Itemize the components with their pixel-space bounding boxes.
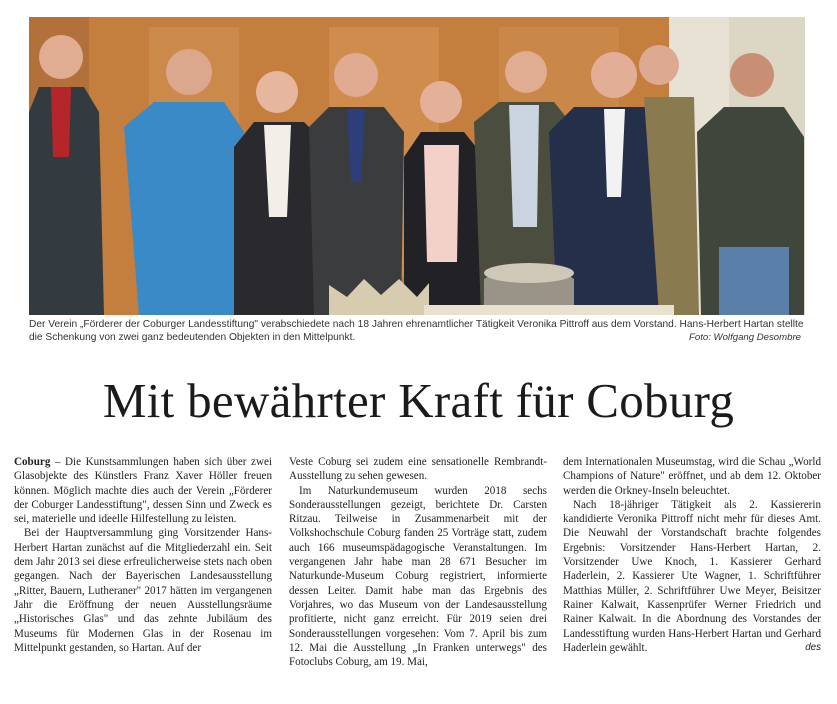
paragraph: Im Naturkundemuseum wurden 2018 sechs Sonderausstellungen gezeigt, berichtete Dr. Carsten Ritzau. Teilweise in Zusammenarbeit mit der Volkshochschule Coburg fanden 25 Vorträge statt, zudem auch 166 museumspädagogische Veranstaltungen. Im vergangenen Jahr habe man 28 671 Besucher im Naturkunde-Museum Coburg registriert, informierte dessen Leiter. Damit habe man das Ergebnis des Vorjahres, wo das Museum von der Landesausstellung profitierte, nicht ganz erreicht. Für 2019 seien drei Sonderausstellungen vorgesehen: Vom 7. April bis zum 12. Mai die Ausstellung „In Franken unterwegs" des Fotoclubs Coburg, am 19. Mai, xyxy=(289,484,547,669)
paragraph xyxy=(14,455,272,526)
photo-credit: Foto: Wolfgang Desombre xyxy=(689,332,801,343)
headline: Mit bewährter Kraft für Coburg xyxy=(102,373,735,428)
paragraph-text: Nach 18-jähriger Tätigkeit als 2. Kassiererin kandidierte Veronika Pittroff nicht mehr für dieses Amt. Die Neuwahl der Vorstandschaft brachte folgendes Ergebnis: Vorsitzender Hans-Herbert Hartan, 2. Vorsitzender Uwe Knoch, 1. Kassierer Gerhard Haderlein, 2. Kassierer Ute Wagner, 1. Schriftführer Matthias Müller, 2. Schriftführer Uwe Meyer, Beisitzer Rainer Kalwait, Kassenprüfer Werner Friedrich und Rainer Kalwait. In die Abordnung des Vorstandes der Landesstiftung wurden Hans-Herbert Hartan und Gerhard Haderlein gewählt. xyxy=(563,498,821,654)
paragraph: Veste Coburg sei zudem eine sensationelle Rembrandt-Ausstellung zu sehen gewesen. xyxy=(289,456,547,483)
dateline: Coburg xyxy=(14,456,51,468)
caption-text: Der Verein „Förderer der Coburger Landesstiftung" verabschiedete nach 18 Jahren ehrenamtlicher Tätigkeit Veronika Pittroff aus dem Vorstand. Hans-Herbert Hartan stellte die Schenkung von zwei ganz bedeutenden Objekten in den Mittelpunkt. xyxy=(29,319,804,343)
group-photo xyxy=(29,17,805,315)
paragraph: Bei der Hauptversammlung ging Vorsitzender Hans-Herbert Hartan zunächst auf die Mitgliederzahl ein. Seit dem Jahr 2013 sei diese erfreulicherweise stets nach oben gegangen. Nach der Bayerischen Landesausstellung „Ritter, Bauern, Lutheraner" 2017 hätten im vergangenen Jahr die Eröffnung der neuen Ausstellungsräume „Historisches Glas" und das zehnte Jubiläum des Museums für Modernen Glas in der Rosenau im Mittelpunkt gestanden, so Hartan. Auf der xyxy=(14,527,272,654)
article-body xyxy=(0,455,837,701)
article-column-3 xyxy=(563,455,821,655)
paragraph-text: – Die Kunstsammlungen haben sich über zwei Glasobjekte des Künstlers Franz Xaver Höller freuen können. Möglich machte dies auch der Verein „Förderer der Coburger Landesstiftung", dessen Sinn und Zweck es sei, materielle und ideelle Hilfestellung zu leisten. xyxy=(14,456,272,526)
photo-caption xyxy=(29,318,805,344)
author-signature: des xyxy=(805,641,821,653)
paragraph: dem Internationalen Museumstag, wird die Schau „World Champions of Nature" eröffnet, und ab dem 12. Oktober werden die Orkney-Inseln beleuchtet. xyxy=(563,456,821,497)
paragraph xyxy=(563,498,821,655)
article-column-2 xyxy=(289,455,547,669)
article-column-1 xyxy=(14,455,272,655)
